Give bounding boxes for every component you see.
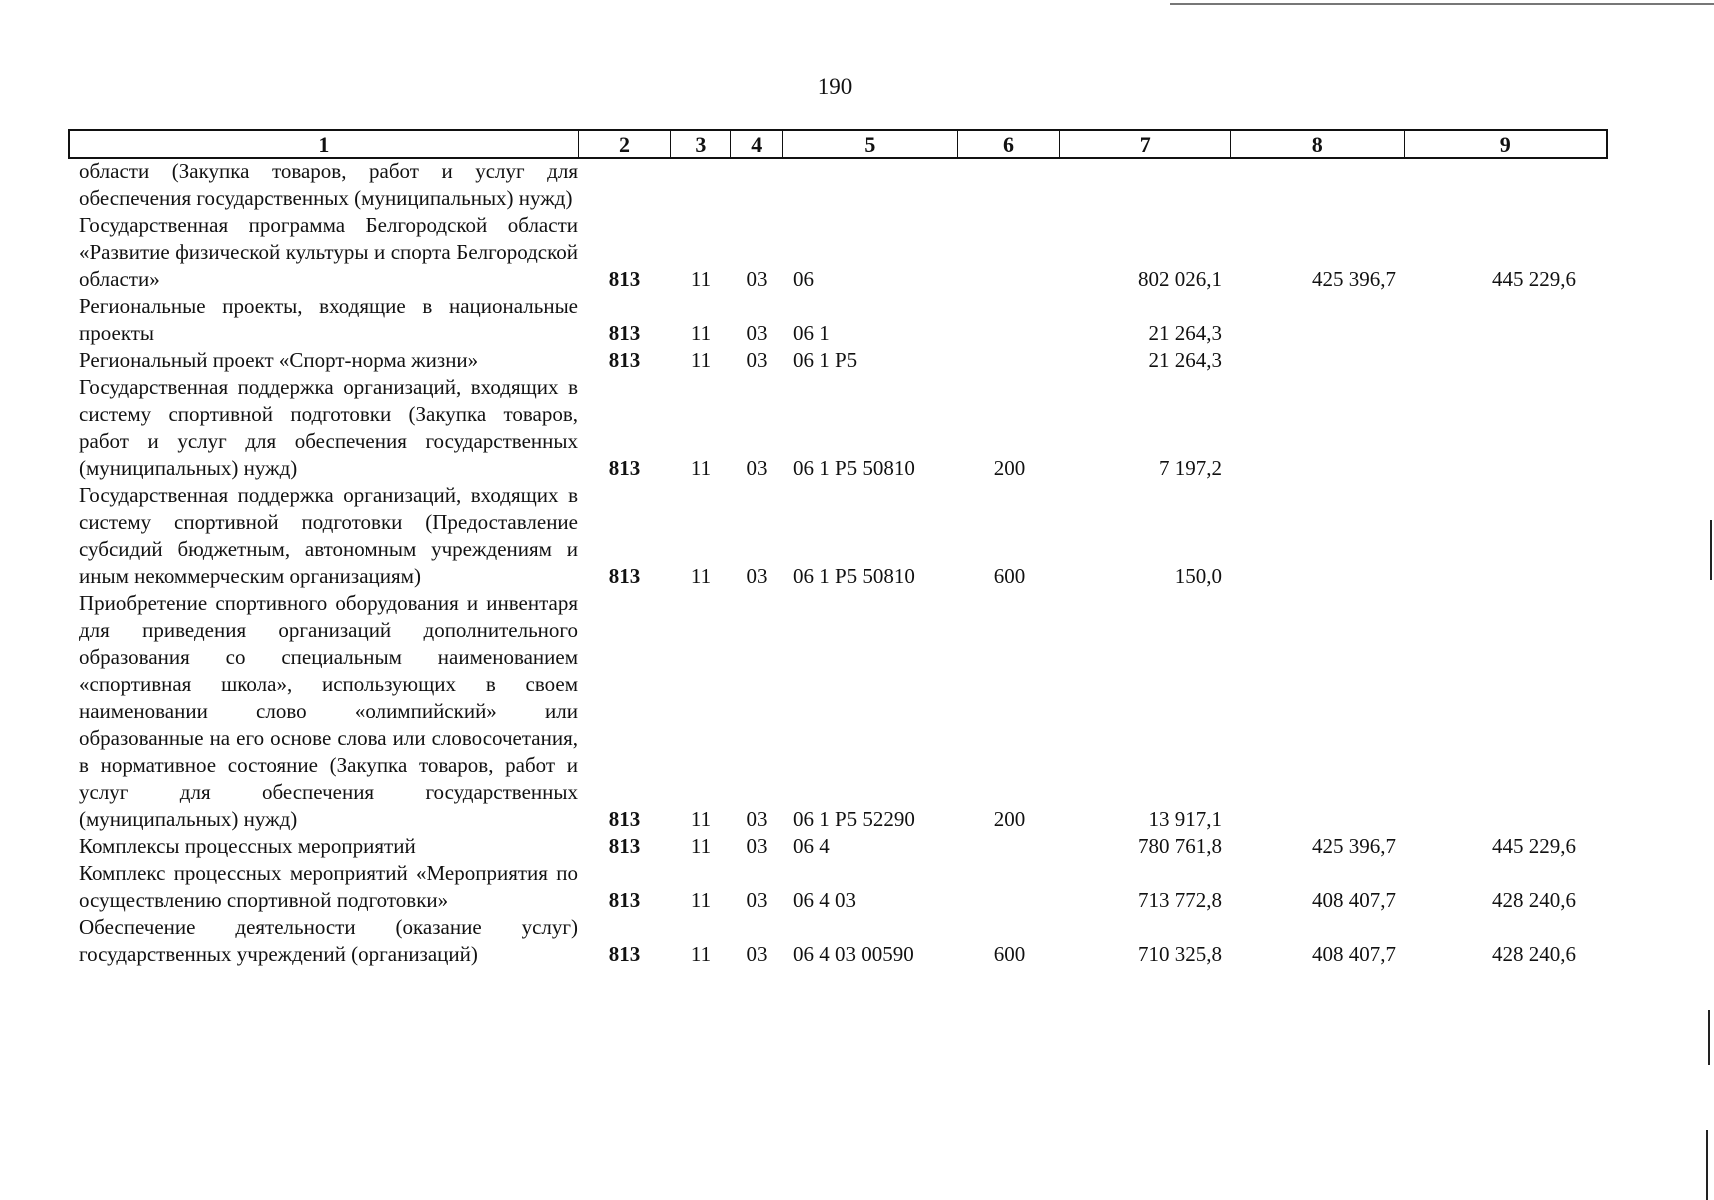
- cell-target-article: 06 1 P5: [793, 348, 858, 372]
- cell-amount-7: 13 917,1: [1148, 807, 1222, 831]
- row-name: Государственная поддержка организаций, входящих в систему спортивной подготовки (Закупка товаров, работ и услуг для обеспечения государственных (муниципальных) нужд): [79, 375, 578, 480]
- table-row: [68, 374, 1608, 482]
- table-row: [68, 914, 1608, 968]
- cell-amount-9: 445 229,6: [1492, 834, 1576, 858]
- cell-subsection: 03: [746, 456, 768, 480]
- cell-code: 813: [608, 456, 641, 480]
- row-name: Региональный проект «Спорт-норма жизни»: [79, 348, 479, 372]
- cell-subsection: 03: [746, 348, 768, 372]
- table-row: [68, 212, 1608, 293]
- table-row: [68, 833, 1608, 860]
- cell-target-article: 06 1 P5 52290: [793, 807, 915, 831]
- top-rule: [1170, 3, 1714, 5]
- cell-target-article: 06 1 P5 50810: [793, 456, 915, 480]
- header-col-3: 3: [671, 131, 731, 157]
- cell-section: 11: [690, 888, 712, 912]
- cell-section: 11: [690, 348, 712, 372]
- cell-section: 11: [690, 834, 712, 858]
- header-col-6: 6: [958, 131, 1061, 157]
- cell-amount-8: 425 396,7: [1312, 267, 1396, 291]
- cell-subsection: 03: [746, 267, 768, 291]
- header-col-1: 1: [70, 131, 579, 157]
- cell-target-article: 06 1: [793, 321, 830, 345]
- cell-expense-type: 200: [993, 456, 1026, 480]
- cell-amount-8: 408 407,7: [1312, 942, 1396, 966]
- cell-section: 11: [690, 456, 712, 480]
- cell-amount-7: 780 761,8: [1138, 834, 1222, 858]
- cell-section: 11: [690, 564, 712, 588]
- cell-subsection: 03: [746, 564, 768, 588]
- cell-code: 813: [608, 267, 641, 291]
- row-name: Государственная программа Белгородской области «Развитие физической культуры и спорта Белгородской области»: [79, 213, 578, 291]
- cell-code: 813: [608, 564, 641, 588]
- header-col-5: 5: [783, 131, 958, 157]
- table-row: [68, 860, 1608, 914]
- cell-code: 813: [608, 888, 641, 912]
- cell-section: 11: [690, 942, 712, 966]
- cell-amount-9: 428 240,6: [1492, 888, 1576, 912]
- row-name: области (Закупка товаров, работ и услуг для обеспечения государственных (муниципальных) нужд): [79, 159, 578, 210]
- cell-subsection: 03: [746, 834, 768, 858]
- cell-amount-9: 445 229,6: [1492, 267, 1576, 291]
- cell-code: 813: [608, 321, 641, 345]
- cell-amount-7: 21 264,3: [1148, 348, 1222, 372]
- cell-code: 813: [608, 942, 641, 966]
- row-name: Комплекс процессных мероприятий «Мероприятия по осуществлению спортивной подготовки»: [79, 861, 578, 912]
- page-number: 190: [817, 74, 853, 99]
- cell-subsection: 03: [746, 942, 768, 966]
- cell-amount-9: 428 240,6: [1492, 942, 1576, 966]
- scan-edge-mark: [1708, 1010, 1710, 1065]
- cell-section: 11: [690, 267, 712, 291]
- header-col-9: 9: [1499, 132, 1511, 157]
- cell-section: 11: [690, 807, 712, 831]
- cell-amount-7: 710 325,8: [1138, 942, 1222, 966]
- table-row: [68, 347, 1608, 374]
- cell-target-article: 06 4: [793, 834, 830, 858]
- header-col-7: 7: [1060, 131, 1231, 157]
- cell-amount-7: 7 197,2: [1159, 456, 1222, 480]
- cell-code: 813: [608, 807, 641, 831]
- scan-edge-mark: [1710, 520, 1712, 580]
- cell-code: 813: [608, 834, 641, 858]
- cell-target-article: 06 4 03 00590: [793, 942, 914, 966]
- row-name: Региональные проекты, входящие в национальные проекты: [79, 294, 578, 345]
- cell-section: 11: [690, 321, 712, 345]
- cell-amount-7: 802 026,1: [1138, 267, 1222, 291]
- cell-target-article: 06 1 P5 50810: [793, 564, 915, 588]
- cell-target-article: 06 4 03: [793, 888, 856, 912]
- cell-subsection: 03: [746, 807, 768, 831]
- header-col-8: 8: [1231, 131, 1405, 157]
- table-row: [68, 590, 1608, 833]
- cell-expense-type: 600: [993, 564, 1026, 588]
- cell-amount-7: 21 264,3: [1148, 321, 1222, 345]
- cell-target-article: 06: [793, 267, 814, 291]
- table-body: [68, 158, 1608, 968]
- cell-subsection: 03: [746, 888, 768, 912]
- cell-amount-7: 150,0: [1174, 564, 1222, 588]
- row-name: Комплексы процессных мероприятий: [79, 834, 416, 858]
- cell-expense-type: 200: [993, 807, 1026, 831]
- cell-expense-type: 600: [993, 942, 1026, 966]
- cell-amount-8: 408 407,7: [1312, 888, 1396, 912]
- table-row: [68, 482, 1608, 590]
- cell-subsection: 03: [746, 321, 768, 345]
- table-row: [68, 158, 1608, 212]
- header-col-4: 4: [731, 131, 783, 157]
- cell-amount-8: 425 396,7: [1312, 834, 1396, 858]
- cell-amount-7: 713 772,8: [1138, 888, 1222, 912]
- table-row: [68, 293, 1608, 347]
- table-header: [68, 129, 1608, 159]
- row-name: Государственная поддержка организаций, входящих в систему спортивной подготовки (Предоставление субсидий бюджетным, автономным учреждениям и иным некоммерческим организациям): [79, 483, 578, 588]
- header-col-2: 2: [579, 131, 672, 157]
- row-name: Приобретение спортивного оборудования и инвентаря для приведения организаций дополнительного образования со специальным наименованием «спортивная школа», использующих в своем наименовании слово «олимпийский» или образованные на его основе слова или словосочетания, в нормативное состояние (Закупка товаров, работ и услуг для обеспечения государственных (муниципальных) нужд): [79, 591, 578, 831]
- row-name: Обеспечение деятельности (оказание услуг) государственных учреждений (организаций): [79, 915, 578, 966]
- cell-code: 813: [608, 348, 641, 372]
- scan-edge-mark: [1706, 1130, 1708, 1200]
